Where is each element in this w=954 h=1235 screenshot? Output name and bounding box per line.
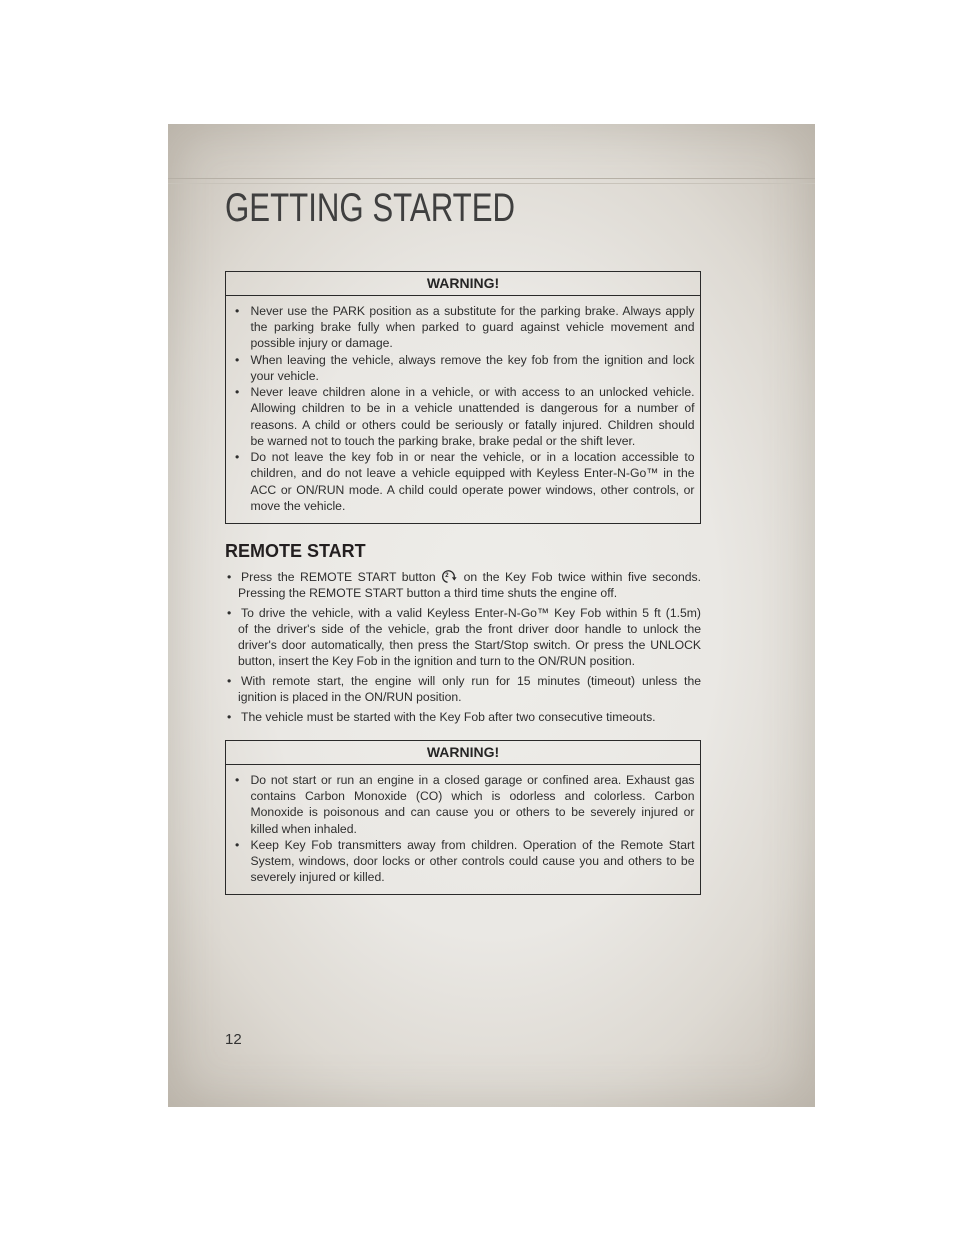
text-line: children, and do not leave a vehicle equipped with Keyless Enter-N-Go™ in the bbox=[250, 466, 695, 481]
bullet-item bbox=[227, 709, 701, 725]
warning-item bbox=[226, 449, 700, 514]
icon-label: 2 bbox=[445, 573, 449, 579]
warning-item bbox=[226, 384, 700, 449]
text-segment: Press the REMOTE START button bbox=[241, 570, 436, 584]
warning-heading: WARNING! bbox=[226, 272, 700, 296]
bullet: • bbox=[227, 710, 232, 724]
bullet: • bbox=[235, 352, 240, 367]
bullet-item bbox=[227, 673, 701, 705]
bullet: • bbox=[227, 570, 232, 584]
bullet-item bbox=[227, 605, 701, 669]
text-line: ACC or ON/RUN mode. A child could operate power windows, other controls, or bbox=[250, 482, 695, 497]
warning-box bbox=[225, 740, 701, 895]
warning-heading: WARNING! bbox=[226, 741, 700, 765]
text-line: Never leave children alone in a vehicle, or with access to an unlocked vehicle. bbox=[250, 385, 695, 400]
text-line: killed when inhaled. bbox=[250, 821, 357, 836]
text-line: When leaving the vehicle, always remove the key fob from the ignition and lock bbox=[250, 352, 695, 367]
bullet: • bbox=[235, 385, 240, 400]
bullet: • bbox=[227, 674, 232, 688]
text-line: your vehicle. bbox=[250, 368, 319, 383]
remote-start-heading: REMOTE START bbox=[225, 541, 366, 561]
remote-start-icon bbox=[441, 569, 458, 585]
text-line: the parking brake fully when parked to guard against vehicle movement and bbox=[250, 320, 695, 335]
text-line: of the driver's side of the vehicle, grab the front driver door handle to unlock the bbox=[238, 622, 701, 636]
manual-page bbox=[168, 124, 815, 1107]
text-line: driver's door automatically, then press the Start/Stop switch. Or press the UNLOCK bbox=[238, 638, 701, 652]
text-line: The vehicle must be started with the Key Fob after two consecutive timeouts. bbox=[241, 710, 656, 724]
header-rule bbox=[168, 178, 815, 179]
bullet-item bbox=[227, 569, 701, 601]
warning-box bbox=[225, 271, 701, 524]
text-line: possible injury or damage. bbox=[250, 336, 393, 351]
bullet: • bbox=[235, 772, 240, 787]
text-line: Never use the PARK position as a substitute for the parking brake. Always apply bbox=[250, 303, 695, 318]
text-line: severely injured or killed. bbox=[250, 870, 385, 885]
text-line: Do not start or run an engine in a closed garage or confined area. Exhaust gas bbox=[250, 772, 695, 787]
section-title: GETTING STARTED bbox=[225, 186, 516, 230]
text-line: Pressing the REMOTE START button a third time shuts the engine off. bbox=[238, 586, 618, 600]
bullet: • bbox=[235, 837, 240, 852]
text-line: Do not leave the key fob in or near the vehicle, or in a location accessible to bbox=[250, 450, 695, 465]
bullet: • bbox=[227, 606, 232, 620]
warning-item bbox=[226, 837, 700, 886]
text-line: be warned not to touch the parking brake, brake pedal or the shift lever. bbox=[250, 433, 636, 448]
text-line: Keep Key Fob transmitters away from children. Operation of the Remote Start bbox=[250, 837, 695, 852]
text-line: move the vehicle. bbox=[250, 498, 346, 513]
remote-start-list bbox=[227, 569, 701, 729]
warning-list bbox=[226, 765, 700, 886]
text-line: button, insert the Key Fob in the ignition and turn to the ON/RUN position. bbox=[238, 654, 635, 668]
text-line: With remote start, the engine will only run for 15 minutes (timeout) unless the bbox=[241, 674, 701, 688]
warning-item bbox=[226, 303, 700, 352]
text-segment: on the Key Fob twice within five seconds. bbox=[463, 570, 702, 584]
text-line: System, windows, door locks or other controls could cause you and others to be bbox=[250, 853, 695, 868]
text-line: reasons. A child or others could be seriously or fatally injured. Children should bbox=[250, 417, 695, 432]
warning-list bbox=[226, 296, 700, 515]
page-number: 12 bbox=[225, 1031, 242, 1048]
bullet: • bbox=[235, 450, 240, 465]
warning-item bbox=[226, 772, 700, 837]
text-line: Allowing children to be in a vehicle unattended is dangerous for a number of bbox=[250, 401, 695, 416]
text-line bbox=[238, 569, 701, 585]
text-line: To drive the vehicle, with a valid Keyless Enter-N-Go™ Key Fob within 5 ft (1.5m) bbox=[241, 606, 701, 620]
text-line: ignition is placed in the ON/RUN position. bbox=[238, 690, 462, 704]
warning-item bbox=[226, 352, 700, 385]
text-line: contains Carbon Monoxide (CO) which is odorless and colorless. Carbon bbox=[250, 789, 695, 804]
header-rule bbox=[168, 183, 815, 184]
text-line: Monoxide is poisonous and can cause you or others to be severely injured or bbox=[250, 805, 695, 820]
bullet: • bbox=[235, 303, 240, 318]
